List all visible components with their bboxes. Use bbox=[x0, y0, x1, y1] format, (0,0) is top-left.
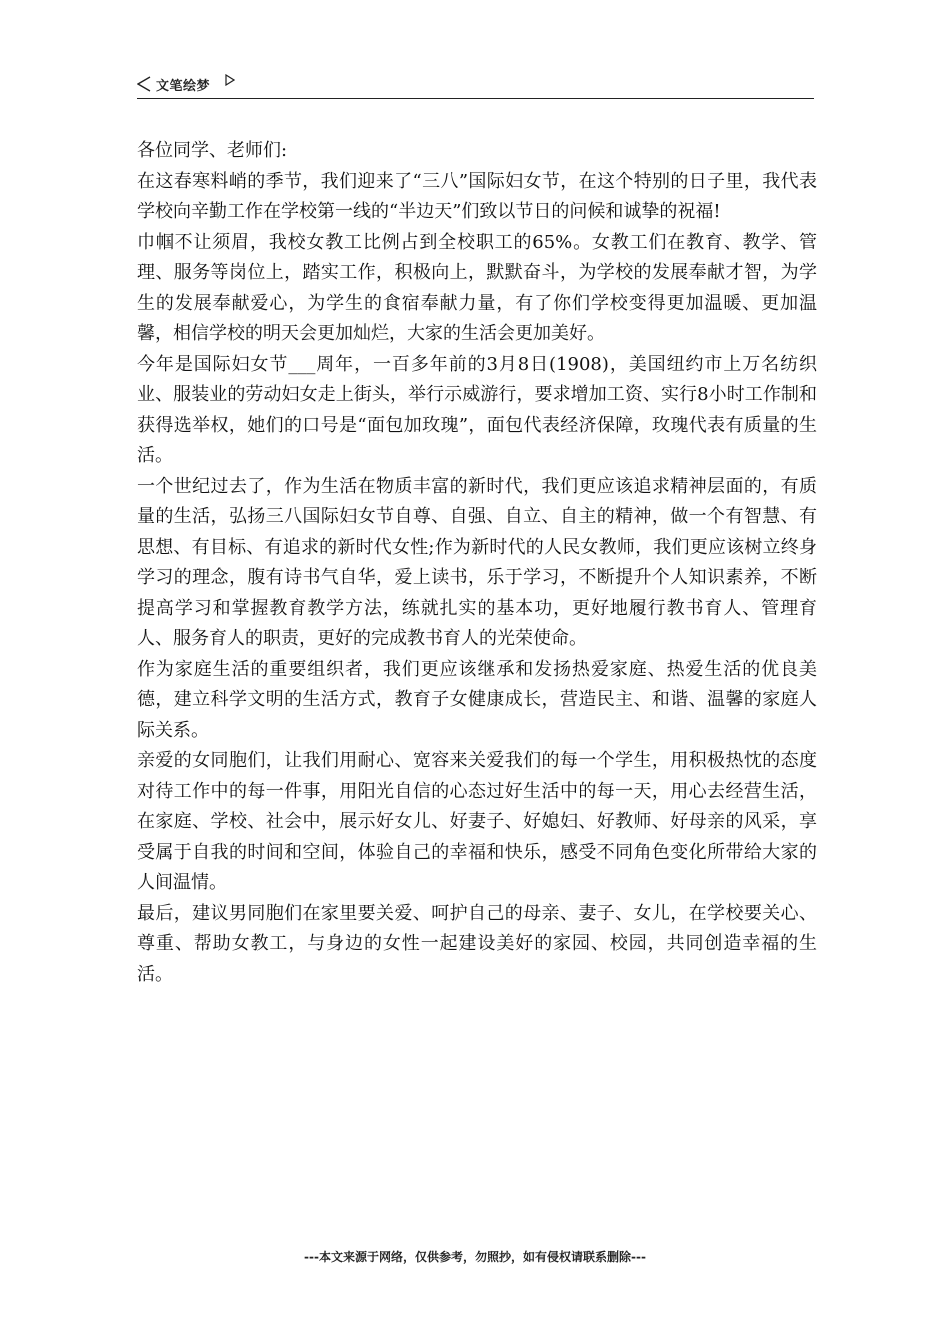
paragraph-appeal: 亲爱的女同胞们，让我们用耐心、宽容来关爱我们的每一个学生，用积极热忱的态度对待工作中的每一件事，用阳光自信的心态过好生活中的每一天，用心去经营生活，在家庭、学校、社会中，展示好女儿、好妻子、好媳妇、好教师、好母亲的风采，享受属于自我的时间和空间，体验自己的幸福和快乐，感受不同角色变化所带给大家的人间温情。 bbox=[137, 750, 817, 893]
paragraph-closing: 最后，建议男同胞们在家里要关爱、呵护自己的母亲、妻子、女儿，在学校要关心、尊重、帮助女教工，与身边的女性一起建设美好的家园、校园，共同创造幸福的生活。 bbox=[137, 902, 817, 985]
header-title: 文笔绘梦 bbox=[156, 79, 211, 94]
greeting: 各位同学、老师们: bbox=[137, 140, 288, 161]
page-header bbox=[137, 72, 814, 99]
document-body bbox=[137, 136, 817, 990]
paragraph-family: 作为家庭生活的重要组织者，我们更应该继承和发扬热爱家庭、热爱生活的优良美德，建立科学文明的生活方式，教育子女健康成长，营造民主、和谐、温馨的家庭人际关系。 bbox=[137, 658, 817, 741]
paragraph-new-era: 一个世纪过去了，作为生活在物质丰富的新时代，我们更应该追求精神层面的，有质量的生活，弘扬三八国际妇女节自尊、自强、自立、自主的精神，做一个有智慧、有思想、有目标、有追求的新时代女性;作为新时代的人民女教师，我们更应该树立终身学习的理念，腹有诗书气自华，爱上读书，乐于学习，不断提升个人知识素养，不断提高学习和掌握教育教学方法，练就扎实的基本功，更好地履行教书育人、管理育人、服务育人的职责，更好的完成教书育人的光荣使命。 bbox=[137, 475, 817, 649]
paragraph-history: 今年是国际妇女节___周年，一百多年前的3月8日(1908)，美国纽约市上万名纺织业、服装业的劳动妇女走上街头，举行示威游行，要求增加工资、实行8小时工作制和获得选举权，她们的口号是“面包加玫瑰”，面包代表经济保障，玫瑰代表有质量的生活。 bbox=[137, 353, 817, 466]
paragraph-women-staff: 巾帼不让须眉，我校女教工比例占到全校职工的65%。女教工们在教育、教学、管理、服务等岗位上，踏实工作，积极向上，默默奋斗，为学校的发展奉献才智，为学生的发展奉献爱心，为学生的食宿奉献力量，有了你们学校变得更加温暖、更加温馨，相信学校的明天会更加灿烂，大家的生活会更加美好。 bbox=[137, 231, 817, 344]
triangle-right-icon bbox=[225, 74, 235, 86]
triangle-left-icon bbox=[137, 76, 151, 92]
paragraph-intro: 在这春寒料峭的季节，我们迎来了“三八”国际妇女节，在这个特别的日子里，我代表学校向辛勤工作在学校第一线的“半边天”们致以节日的问候和诚挚的祝福! bbox=[137, 170, 817, 222]
footer-disclaimer: ---本文来源于网络，仅供参考，勿照抄，如有侵权请联系删除--- bbox=[304, 1250, 646, 1264]
